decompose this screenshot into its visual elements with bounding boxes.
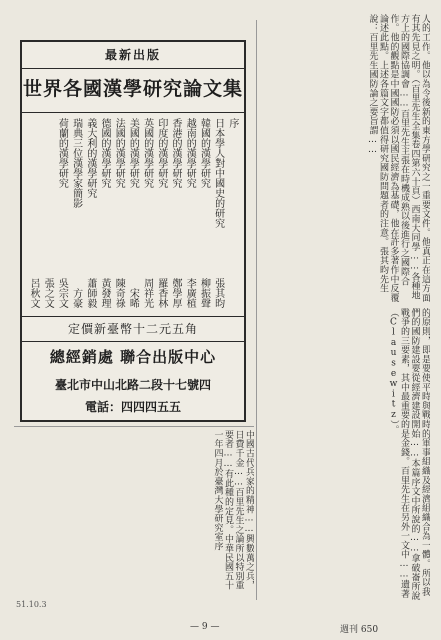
toc-entry-author: 吳宗文 — [56, 278, 68, 308]
toc-entry — [184, 118, 195, 308]
toc-entry — [113, 118, 124, 308]
toc-entry-title: 荷蘭的漢學研究 — [56, 118, 68, 188]
toc-entry-title: 日本學人對中國史的研究 — [212, 118, 224, 228]
article-column-middle: 的原則，即是要使平時與戰時的軍事組織及經濟組織合為一體。所以我們的國防建設要從經濟建設開始……本篇序文中所說的……拿破崙所說戰爭的三要素，其中最重要的是金錢。百里先生在另外一文中……遺著（Clausewitz）。 — [388, 308, 430, 601]
table-of-contents — [28, 118, 238, 308]
toc-entry-author: 柳振聲 — [198, 278, 210, 308]
toc-entry-author: 羅香林 — [155, 278, 167, 308]
toc-entry-title: 美國的漢學研究 — [127, 118, 139, 188]
toc-entry — [142, 118, 153, 308]
toc-entry-title: 瑞典三位漢學家簡影 — [70, 118, 82, 208]
toc-entry-title: 義大利的漢學研究 — [84, 118, 96, 198]
book-advertisement — [20, 40, 246, 422]
page-number: — 9 — — [190, 622, 220, 632]
toc-entry — [42, 118, 53, 308]
toc-entry-author: 黃發理 — [99, 278, 111, 308]
toc-entry-title: 韓國的漢學研究 — [198, 118, 210, 188]
toc-entry — [28, 118, 39, 308]
toc-entry-author: 陳奇祿 — [113, 278, 125, 308]
toc-heading — [227, 118, 238, 308]
toc-heading-label: 序 — [226, 118, 238, 128]
toc-entry-title: 英國的漢學研究 — [141, 118, 153, 188]
book-title: 世界各國漢學研究論文集 — [22, 72, 244, 113]
distributor-address: 臺北市中山北路二段十七號四 — [54, 378, 211, 392]
toc-entry — [127, 118, 138, 308]
toc-entry-title: 香港的漢學研究 — [170, 118, 182, 188]
book-price: 定價新臺幣十二元五角 — [22, 316, 244, 342]
toc-entry-title: 越南的漢學研究 — [184, 118, 196, 188]
toc-entry — [170, 118, 181, 308]
toc-entry-title: 德國的漢學研究 — [99, 118, 111, 188]
toc-entry-author: 方豪 — [70, 288, 82, 308]
article-column-lower: 中國古代兵家的精神……興數萬之兵，日費千金……百里先生之論所以特別重要者……有此種的定見。中華民國五十一年四月於臺灣大學研究室序 — [212, 430, 254, 591]
toc-entry — [213, 118, 224, 308]
ad-badge-bar — [22, 42, 244, 69]
toc-entry-author: 張之文 — [42, 278, 54, 308]
issue-label: 週刊 650 — [340, 625, 379, 635]
toc-entry — [198, 118, 209, 308]
column-divider — [256, 20, 257, 600]
date-stamp: 51.10.3 — [16, 600, 47, 609]
distributor-phone: 電話：四四四五五 — [84, 400, 181, 414]
toc-entry-title: 印度的漢學研究 — [155, 118, 167, 188]
toc-entry — [85, 118, 96, 308]
distributor: 總經銷處 聯合出版中心 — [49, 348, 217, 366]
toc-entry — [71, 118, 82, 308]
toc-entry — [156, 118, 167, 308]
toc-entry-author: 蕭師毅 — [84, 278, 96, 308]
toc-entry-title: 法國的漢學研究 — [113, 118, 125, 188]
toc-entry-author: 張其昀 — [212, 278, 224, 308]
new-publication-badge: 最新出版 — [104, 48, 162, 62]
toc-entry — [56, 118, 67, 308]
toc-entry-author: 呂秋文 — [28, 278, 39, 308]
toc-entry-author: 鄭學厚 — [170, 278, 182, 308]
toc-entry-author: 李廣植 — [184, 278, 196, 308]
article-column-upper: 人的工作。他以為令後新的東方學研究之一重要文件。他真正在這方面有其先見之明。（百里先生全集卷四第六十頁）西南大同學……各種地方上的國際協調會……百里先生主張在時機成熟以後進行之國際合作。他的觀點是中國國防必須以國民經濟為基礎，他在許多著作中反覆論述此點。上述各篇文字都值得研究國防問題者的注意。張其昀先生說：百里先生國防論之要旨謂…… — [367, 14, 430, 303]
toc-entry — [99, 118, 110, 308]
toc-entry-author: 宋晞 — [127, 288, 139, 308]
section-divider — [14, 426, 254, 427]
toc-entry-author: 周祥光 — [141, 278, 153, 308]
